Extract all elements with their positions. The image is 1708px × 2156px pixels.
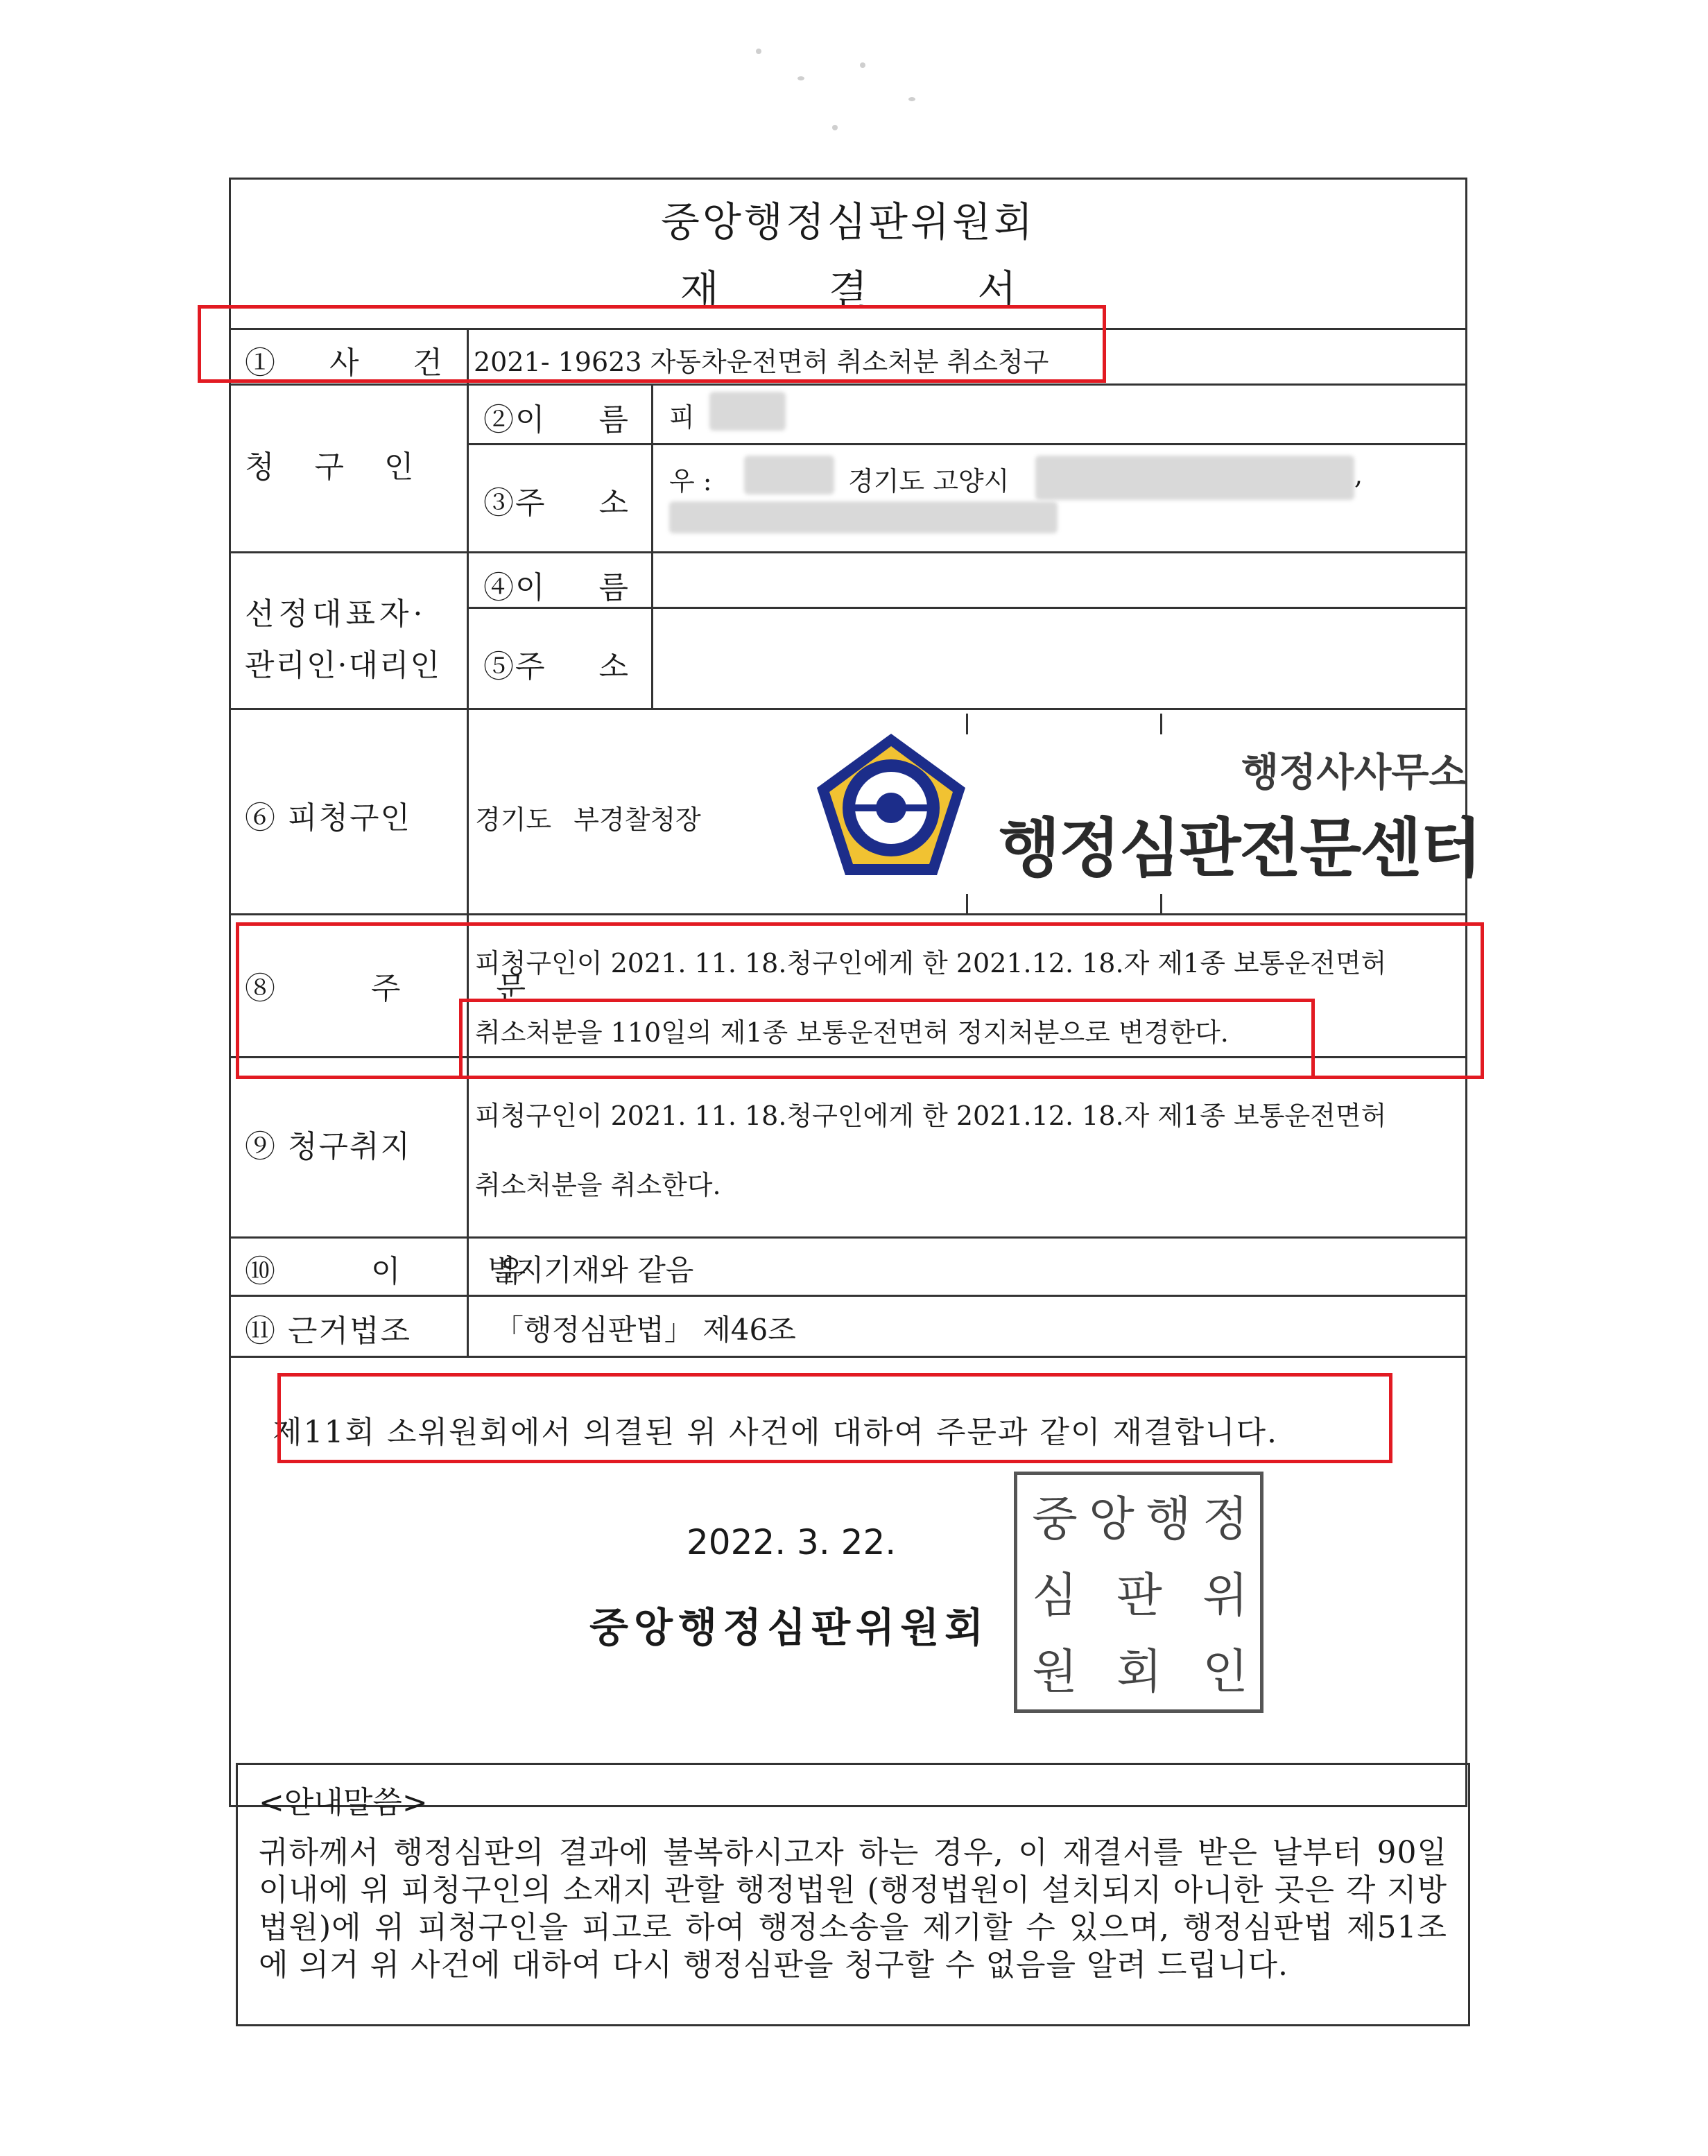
seal-char: 인 bbox=[1202, 1645, 1248, 1700]
claimant-address-value: 경기도 고양시 bbox=[848, 466, 1010, 497]
seal-char: 원 bbox=[1032, 1645, 1078, 1700]
claimant-address-label: ③주 소 bbox=[483, 485, 630, 521]
redacted-address-line2 bbox=[669, 501, 1058, 533]
scan-speck bbox=[832, 125, 838, 130]
org-title: 중앙행정심판위원회 bbox=[660, 198, 1036, 245]
claimant-address-prefix: 우 : bbox=[669, 466, 712, 497]
title-char: 서 bbox=[977, 266, 1017, 313]
law-label: ⑪ 근거법조 bbox=[245, 1313, 412, 1349]
seal-char: 앙 bbox=[1089, 1492, 1135, 1547]
redacted-postcode bbox=[744, 456, 834, 494]
respondent-value: 경기도 부경찰청장 bbox=[475, 804, 701, 835]
scan-speck bbox=[797, 76, 804, 80]
highlight-order-line2 bbox=[459, 999, 1315, 1079]
law-value: 「행정심판법」 제46조 bbox=[494, 1313, 796, 1347]
seal-char: 중 bbox=[1032, 1492, 1078, 1547]
order-line2: 취소처분을 110일의 제1종 보통운전면허 정지처분으로 변경한다. bbox=[475, 1017, 1229, 1048]
case-label: ① 사 건 bbox=[245, 345, 444, 381]
decision-text: 제11회 소위원회에서 의결된 위 사건에 대하여 주문과 같이 재결합니다. bbox=[273, 1415, 1278, 1450]
column-divider bbox=[651, 383, 653, 708]
row-divider bbox=[231, 1356, 1465, 1358]
redacted-address bbox=[1035, 456, 1354, 500]
row-divider bbox=[231, 708, 1465, 710]
emblem-logo bbox=[811, 728, 971, 888]
notice-body: 귀하께서 행정심판의 결과에 불복하시고자 하는 경우, 이 재결서를 받은 날부터 90일 이내에 위 피청구인의 소재지 관할 행정법원 (행정법원이 설치되지 아니한 곳은 각 지방법원)에 위 피청구인을 피고로 하여 행정소송을 제기할 수 있으며, 행정심판법 제51조에 의거 위 사건에 대하여 다시 행정심판을 청구할 수 없음을 알려 드립니다. bbox=[259, 1835, 1447, 1983]
row-divider bbox=[467, 443, 1465, 445]
issuer-name: 중앙행정심판위원회 bbox=[589, 1604, 990, 1651]
redacted-name bbox=[709, 392, 786, 431]
order-label: ⑧ 주 문 bbox=[245, 971, 527, 1006]
reason-label: ⑩ 이 유 bbox=[245, 1254, 527, 1289]
claimant-label: 청 구 인 bbox=[245, 449, 415, 485]
row-divider bbox=[231, 383, 1465, 386]
seal-char: 정 bbox=[1202, 1492, 1248, 1547]
claimant-name-label: ②이 름 bbox=[483, 402, 630, 438]
seal-char: 위 bbox=[1202, 1569, 1248, 1623]
respondent-label: ⑥ 피청구인 bbox=[245, 800, 412, 836]
notice-box bbox=[236, 1763, 1470, 2026]
column-divider bbox=[467, 328, 469, 1356]
title-char: 결 bbox=[828, 266, 868, 313]
scan-speck bbox=[908, 97, 915, 101]
highlight-decision bbox=[277, 1373, 1392, 1463]
column-divider bbox=[1160, 894, 1162, 915]
scan-speck bbox=[756, 49, 761, 54]
order-line1: 피청구인이 2021. 11. 18.청구인에게 한 2021.12. 18.자 제1종 보통운전면허 bbox=[475, 948, 1387, 978]
claimant-address-comma: , bbox=[1354, 460, 1363, 490]
seal-char: 회 bbox=[1116, 1645, 1162, 1700]
watermark-small: 행정사사무소 bbox=[1241, 750, 1467, 795]
row-divider bbox=[231, 1236, 1465, 1239]
purpose-label: ⑨ 청구취지 bbox=[245, 1129, 412, 1164]
claimant-name-value: 피 bbox=[669, 402, 695, 433]
title-char: 재 bbox=[680, 266, 719, 313]
representative-label-line2: 관리인·대리인 bbox=[245, 648, 442, 683]
seal-char: 심 bbox=[1032, 1569, 1078, 1623]
highlight-case bbox=[198, 305, 1106, 383]
decision-date: 2022. 3. 22. bbox=[687, 1522, 897, 1562]
column-divider bbox=[966, 894, 968, 915]
seal-char: 판 bbox=[1116, 1569, 1162, 1623]
purpose-line2: 취소처분을 취소한다. bbox=[475, 1170, 721, 1200]
row-divider bbox=[467, 607, 1465, 609]
representative-label-line1: 선정대표자· bbox=[245, 596, 427, 632]
case-value: 2021- 19623 자동차운전면허 취소처분 취소청구 bbox=[474, 347, 1049, 377]
official-seal bbox=[1014, 1472, 1263, 1713]
scan-speck bbox=[860, 62, 865, 68]
representative-address-label: ⑤주 소 bbox=[483, 649, 630, 684]
notice-title: <안내말씀> bbox=[259, 1785, 428, 1820]
representative-name-label: ④이 름 bbox=[483, 570, 630, 605]
row-divider bbox=[231, 551, 1465, 553]
reason-value: 별지기재와 같음 bbox=[488, 1253, 694, 1287]
purpose-line1: 피청구인이 2021. 11. 18.청구인에게 한 2021.12. 18.자 제1종 보통운전면허 bbox=[475, 1101, 1387, 1131]
row-divider bbox=[231, 913, 1465, 915]
row-divider bbox=[231, 1295, 1465, 1297]
watermark-big: 행정심판전문센터 bbox=[999, 811, 1481, 886]
seal-char: 행 bbox=[1146, 1492, 1191, 1547]
watermark bbox=[811, 728, 1505, 895]
